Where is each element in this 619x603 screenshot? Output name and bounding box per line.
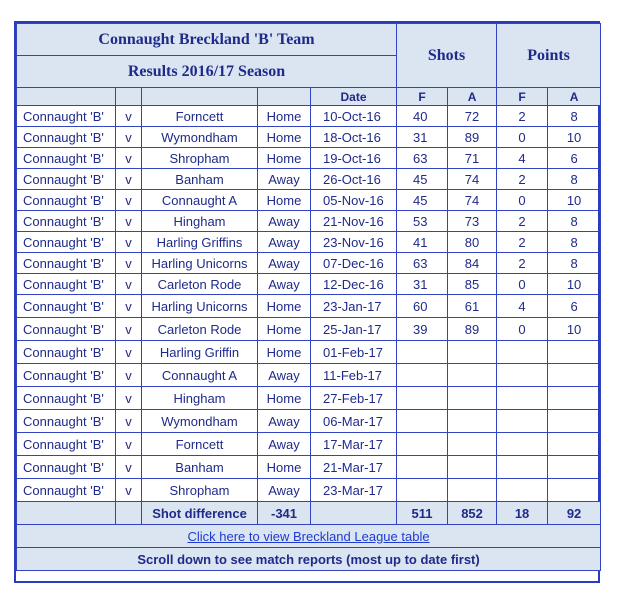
shots-for-cell — [397, 456, 448, 479]
date-cell: 05-Nov-16 — [311, 190, 397, 211]
shots-against-cell — [448, 479, 497, 502]
shots-against-cell: 80 — [448, 232, 497, 253]
shots-for-cell — [397, 479, 448, 502]
points-against-cell — [548, 433, 601, 456]
opponent-cell: Carleton Rode — [142, 318, 258, 341]
date-cell: 17-Mar-17 — [311, 433, 397, 456]
shot-difference-value: -341 — [258, 502, 311, 525]
points-against-cell: 8 — [548, 211, 601, 232]
date-cell: 23-Jan-17 — [311, 295, 397, 318]
shots-for-cell — [397, 410, 448, 433]
table-row — [17, 190, 601, 211]
shots-for-cell: 41 — [397, 232, 448, 253]
v-cell: v — [116, 456, 142, 479]
team-cell: Connaught 'B' — [17, 479, 116, 502]
date-cell: 23-Nov-16 — [311, 232, 397, 253]
points-for-cell: 0 — [497, 127, 548, 148]
totals-blank-3 — [311, 502, 397, 525]
shots-against-cell — [448, 433, 497, 456]
shots-against-cell — [448, 456, 497, 479]
shots-for-cell: 31 — [397, 127, 448, 148]
venue-cell: Away — [258, 274, 311, 295]
totals-blank-1 — [17, 502, 116, 525]
venue-cell: Home — [258, 295, 311, 318]
opponent-cell: Wymondham — [142, 127, 258, 148]
points-for-cell: 2 — [497, 232, 548, 253]
table-row — [17, 295, 601, 318]
shots-against-cell: 89 — [448, 127, 497, 148]
shots-for-cell — [397, 387, 448, 410]
team-cell: Connaught 'B' — [17, 433, 116, 456]
v-cell: v — [116, 211, 142, 232]
col-shots-for-header: F — [397, 88, 448, 106]
shots-for-cell: 63 — [397, 148, 448, 169]
date-cell: 23-Mar-17 — [311, 479, 397, 502]
points-header: Points — [497, 24, 601, 88]
table-row — [17, 148, 601, 169]
v-cell: v — [116, 274, 142, 295]
team-cell: Connaught 'B' — [17, 232, 116, 253]
totals-blank-2 — [116, 502, 142, 525]
total-points-for: 18 — [497, 502, 548, 525]
date-cell: 01-Feb-17 — [311, 341, 397, 364]
table-row — [17, 387, 601, 410]
points-against-cell — [548, 364, 601, 387]
team-cell: Connaught 'B' — [17, 387, 116, 410]
opponent-cell: Connaught A — [142, 190, 258, 211]
venue-cell: Away — [258, 364, 311, 387]
points-against-cell: 10 — [548, 127, 601, 148]
shots-against-cell: 72 — [448, 106, 497, 127]
venue-cell: Home — [258, 341, 311, 364]
v-cell: v — [116, 106, 142, 127]
col-team-header — [17, 88, 116, 106]
venue-cell: Away — [258, 410, 311, 433]
points-for-cell: 2 — [497, 169, 548, 190]
col-points-for-header: F — [497, 88, 548, 106]
points-for-cell: 4 — [497, 148, 548, 169]
opponent-cell: Harling Griffin — [142, 341, 258, 364]
venue-cell: Away — [258, 232, 311, 253]
venue-cell: Home — [258, 148, 311, 169]
results-table — [16, 23, 601, 571]
table-row — [17, 341, 601, 364]
venue-cell: Home — [258, 456, 311, 479]
shots-against-cell: 74 — [448, 190, 497, 211]
v-cell: v — [116, 318, 142, 341]
v-cell: v — [116, 169, 142, 190]
points-against-cell: 10 — [548, 274, 601, 295]
v-cell: v — [116, 341, 142, 364]
league-table-link[interactable]: Click here to view Breckland League table — [187, 528, 430, 544]
total-shots-for: 511 — [397, 502, 448, 525]
shots-for-cell: 63 — [397, 253, 448, 274]
team-cell: Connaught 'B' — [17, 456, 116, 479]
col-v-header — [116, 88, 142, 106]
shots-against-cell — [448, 387, 497, 410]
shots-against-cell: 89 — [448, 318, 497, 341]
opponent-cell: Harling Griffins — [142, 232, 258, 253]
opponent-cell: Harling Unicorns — [142, 295, 258, 318]
v-cell: v — [116, 232, 142, 253]
shots-for-cell — [397, 364, 448, 387]
total-shots-against: 852 — [448, 502, 497, 525]
venue-cell: Away — [258, 211, 311, 232]
points-for-cell: 2 — [497, 253, 548, 274]
team-cell: Connaught 'B' — [17, 127, 116, 148]
venue-cell: Away — [258, 479, 311, 502]
shots-for-cell: 40 — [397, 106, 448, 127]
opponent-cell: Forncett — [142, 106, 258, 127]
opponent-cell: Hingham — [142, 387, 258, 410]
team-cell: Connaught 'B' — [17, 274, 116, 295]
table-row — [17, 127, 601, 148]
shots-for-cell — [397, 433, 448, 456]
v-cell: v — [116, 410, 142, 433]
opponent-cell: Shropham — [142, 148, 258, 169]
team-cell: Connaught 'B' — [17, 318, 116, 341]
team-cell: Connaught 'B' — [17, 253, 116, 274]
team-cell: Connaught 'B' — [17, 341, 116, 364]
shots-against-cell — [448, 410, 497, 433]
venue-cell: Home — [258, 106, 311, 127]
team-cell: Connaught 'B' — [17, 364, 116, 387]
points-for-cell — [497, 456, 548, 479]
points-against-cell — [548, 387, 601, 410]
table-row — [17, 318, 601, 341]
shots-against-cell: 74 — [448, 169, 497, 190]
table-row — [17, 410, 601, 433]
shots-for-cell: 39 — [397, 318, 448, 341]
col-venue-header — [258, 88, 311, 106]
venue-cell: Away — [258, 253, 311, 274]
col-date-header: Date — [311, 88, 397, 106]
opponent-cell: Forncett — [142, 433, 258, 456]
points-for-cell — [497, 433, 548, 456]
date-cell: 18-Oct-16 — [311, 127, 397, 148]
points-for-cell: 0 — [497, 274, 548, 295]
shots-for-cell: 45 — [397, 190, 448, 211]
table-row — [17, 433, 601, 456]
table-row — [17, 456, 601, 479]
results-panel — [14, 21, 600, 583]
table-title: Connaught Breckland 'B' Team — [17, 24, 397, 56]
team-cell: Connaught 'B' — [17, 211, 116, 232]
team-cell: Connaught 'B' — [17, 295, 116, 318]
table-row — [17, 106, 601, 127]
shots-against-cell: 71 — [448, 148, 497, 169]
points-for-cell — [497, 341, 548, 364]
table-row — [17, 274, 601, 295]
season-subtitle: Results 2016/17 Season — [17, 56, 397, 88]
opponent-cell: Carleton Rode — [142, 274, 258, 295]
total-points-against: 92 — [548, 502, 601, 525]
points-for-cell: 4 — [497, 295, 548, 318]
opponent-cell: Banham — [142, 456, 258, 479]
shots-header: Shots — [397, 24, 497, 88]
venue-cell: Home — [258, 318, 311, 341]
date-cell: 10-Oct-16 — [311, 106, 397, 127]
table-row — [17, 232, 601, 253]
shots-against-cell: 84 — [448, 253, 497, 274]
points-against-cell — [548, 479, 601, 502]
opponent-cell: Hingham — [142, 211, 258, 232]
points-against-cell — [548, 341, 601, 364]
v-cell: v — [116, 387, 142, 410]
shots-against-cell: 85 — [448, 274, 497, 295]
shots-against-cell — [448, 341, 497, 364]
shot-difference-label: Shot difference — [142, 502, 258, 525]
points-against-cell — [548, 456, 601, 479]
points-for-cell: 0 — [497, 190, 548, 211]
table-row — [17, 211, 601, 232]
table-row — [17, 479, 601, 502]
points-for-cell — [497, 364, 548, 387]
shots-against-cell — [448, 364, 497, 387]
date-cell: 21-Mar-17 — [311, 456, 397, 479]
venue-cell: Home — [258, 127, 311, 148]
date-cell: 27-Feb-17 — [311, 387, 397, 410]
venue-cell: Away — [258, 169, 311, 190]
shots-for-cell: 60 — [397, 295, 448, 318]
date-cell: 11-Feb-17 — [311, 364, 397, 387]
v-cell: v — [116, 190, 142, 211]
points-for-cell — [497, 479, 548, 502]
table-row — [17, 364, 601, 387]
points-against-cell: 8 — [548, 253, 601, 274]
points-for-cell — [497, 410, 548, 433]
col-points-against-header: A — [548, 88, 601, 106]
points-for-cell — [497, 387, 548, 410]
points-against-cell: 8 — [548, 169, 601, 190]
venue-cell: Home — [258, 190, 311, 211]
date-cell: 25-Jan-17 — [311, 318, 397, 341]
points-against-cell: 8 — [548, 232, 601, 253]
date-cell: 26-Oct-16 — [311, 169, 397, 190]
col-opponent-header — [142, 88, 258, 106]
team-cell: Connaught 'B' — [17, 410, 116, 433]
points-against-cell: 10 — [548, 190, 601, 211]
league-table-link-cell — [17, 525, 601, 548]
shots-for-cell: 53 — [397, 211, 448, 232]
shots-for-cell: 31 — [397, 274, 448, 295]
match-reports-note: Scroll down to see match reports (most up to date first) — [17, 548, 601, 571]
points-against-cell: 10 — [548, 318, 601, 341]
v-cell: v — [116, 433, 142, 456]
points-against-cell: 6 — [548, 148, 601, 169]
date-cell: 06-Mar-17 — [311, 410, 397, 433]
venue-cell: Home — [258, 387, 311, 410]
shots-against-cell: 73 — [448, 211, 497, 232]
totals-row — [17, 502, 601, 525]
team-cell: Connaught 'B' — [17, 148, 116, 169]
v-cell: v — [116, 148, 142, 169]
table-row — [17, 169, 601, 190]
points-against-cell — [548, 410, 601, 433]
points-for-cell: 0 — [497, 318, 548, 341]
table-row — [17, 253, 601, 274]
opponent-cell: Harling Unicorns — [142, 253, 258, 274]
opponent-cell: Shropham — [142, 479, 258, 502]
team-cell: Connaught 'B' — [17, 169, 116, 190]
points-against-cell: 8 — [548, 106, 601, 127]
points-against-cell: 6 — [548, 295, 601, 318]
shots-for-cell — [397, 341, 448, 364]
date-cell: 07-Dec-16 — [311, 253, 397, 274]
shots-for-cell: 45 — [397, 169, 448, 190]
v-cell: v — [116, 295, 142, 318]
col-shots-against-header: A — [448, 88, 497, 106]
date-cell: 19-Oct-16 — [311, 148, 397, 169]
venue-cell: Away — [258, 433, 311, 456]
team-cell: Connaught 'B' — [17, 190, 116, 211]
date-cell: 12-Dec-16 — [311, 274, 397, 295]
date-cell: 21-Nov-16 — [311, 211, 397, 232]
v-cell: v — [116, 479, 142, 502]
opponent-cell: Connaught A — [142, 364, 258, 387]
shots-against-cell: 61 — [448, 295, 497, 318]
v-cell: v — [116, 253, 142, 274]
points-for-cell: 2 — [497, 106, 548, 127]
v-cell: v — [116, 364, 142, 387]
points-for-cell: 2 — [497, 211, 548, 232]
opponent-cell: Banham — [142, 169, 258, 190]
team-cell: Connaught 'B' — [17, 106, 116, 127]
v-cell: v — [116, 127, 142, 148]
opponent-cell: Wymondham — [142, 410, 258, 433]
